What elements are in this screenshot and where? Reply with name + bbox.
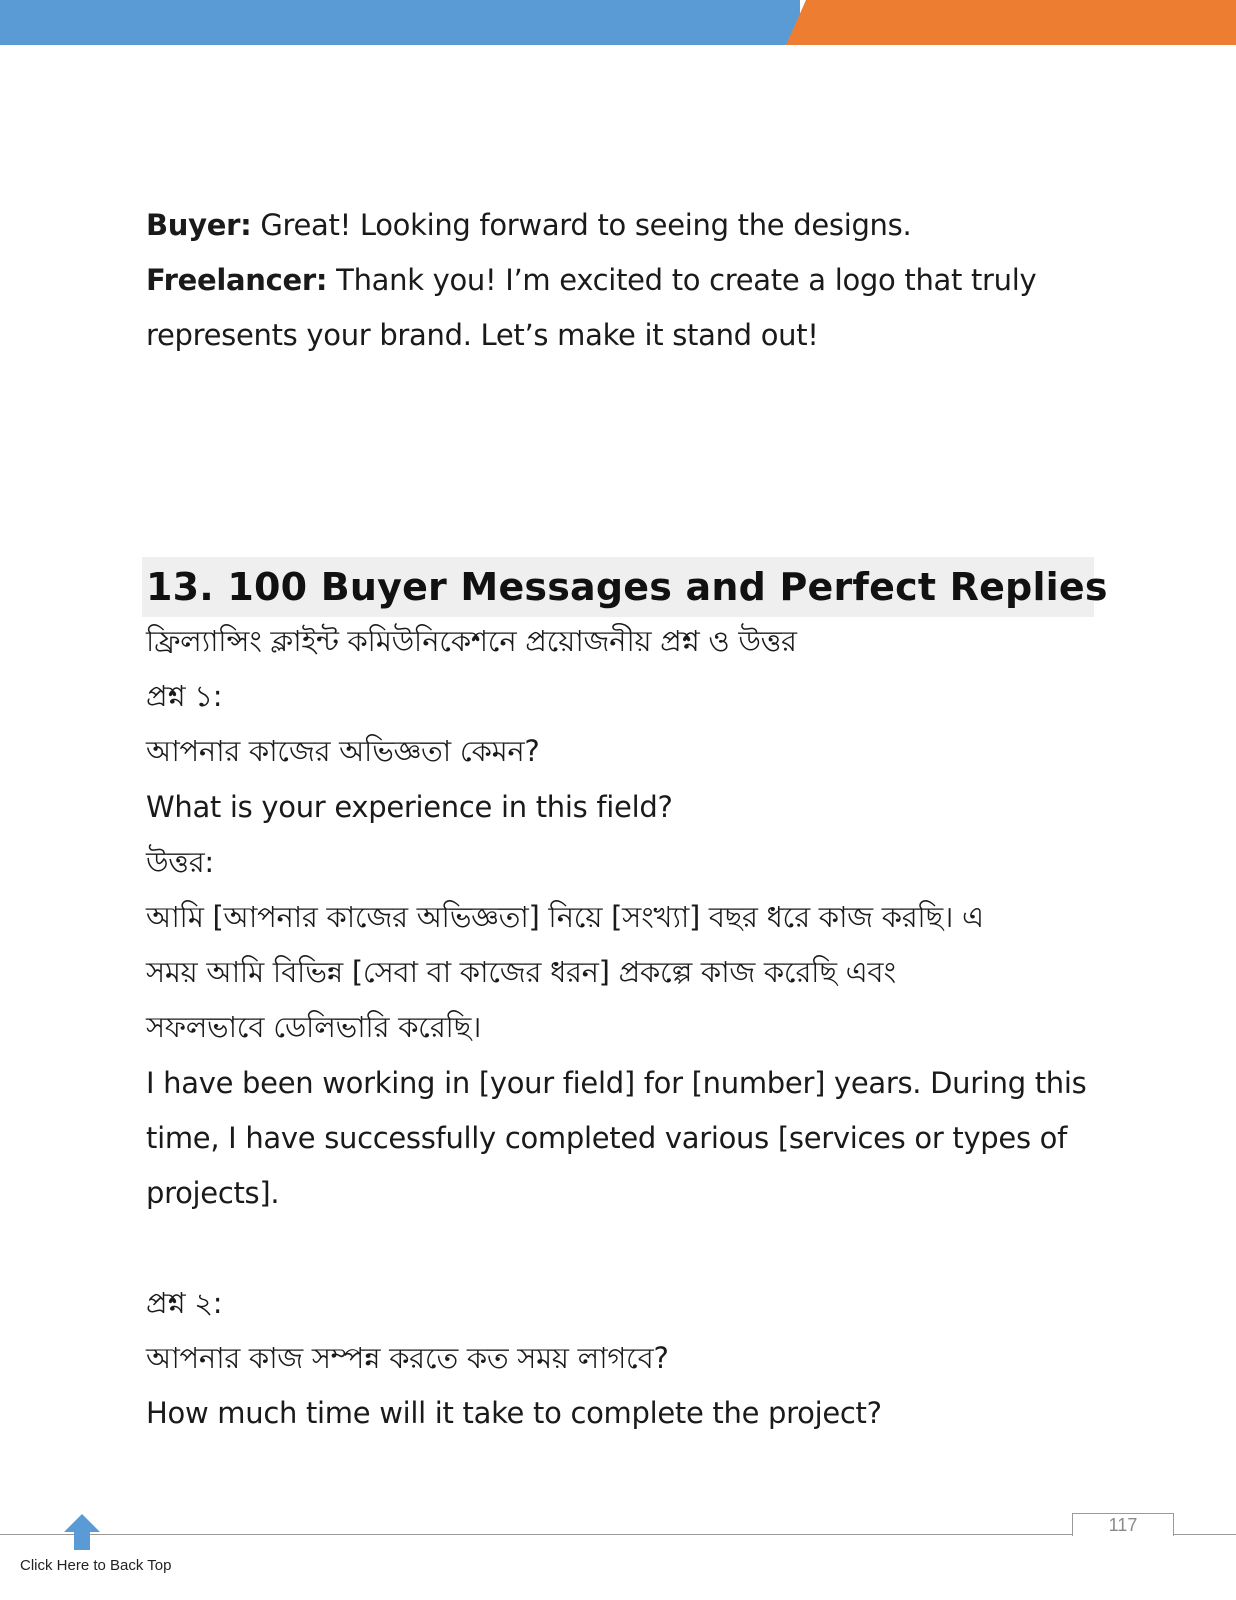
dialog-text: Thank you! I’m excited to create a logo that truly [336,263,1037,297]
dialog-line-buyer: Buyer: Great! Looking forward to seeing the designs. [146,208,912,242]
answer-en-line: projects]. [146,1176,280,1210]
dialog-text: Great! Looking forward to seeing the designs. [260,208,912,242]
top-bar-blue [0,0,800,45]
section-heading: 13. 100 Buyer Messages and Perfect Replies [146,565,1108,609]
speaker-label: Buyer [146,208,241,242]
top-color-bar [0,0,1236,45]
answer-en-line: time, I have successfully completed various [services or types of [146,1121,1068,1155]
answer-bn-line: সফলভাবে ডেলিভারি করেছি। [146,1010,482,1044]
back-to-top-label: Click Here to Back Top [20,1557,172,1574]
page-number: 117 [1072,1513,1174,1536]
question-bn: আপনার কাজ সম্পন্ন করতে কত সময় লাগবে? [146,1341,669,1375]
question-bn: আপনার কাজের অভিজ্ঞতা কেমন? [146,734,540,768]
answer-en-line: I have been working in [your field] for [number] years. During this [146,1066,1087,1100]
section-heading-box [142,557,1108,617]
dialog-continuation: represents your brand. Let’s make it stand out! [146,318,819,352]
question-en: What is your experience in this field? [146,790,673,824]
answer-bn-line: সময় আমি বিভিন্ন [সেবা বা কাজের ধরন] প্রকল্পে কাজ করেছি এবং [146,955,896,989]
dialog-line-freelancer: Freelancer: Thank you! I’m excited to create a logo that truly [146,263,1037,297]
up-arrow-icon [62,1512,102,1552]
answer-bn-line: আমি [আপনার কাজের অভিজ্ঞতা] নিয়ে [সংখ্যা] বছর ধরে কাজ করছি। এ [146,900,984,934]
section-subtitle: ফ্রিল্যান্সিং ক্লাইন্ট কমিউনিকেশনে প্রয়োজনীয় প্রশ্ন ও উত্তর [146,624,797,658]
top-bar-orange [786,0,1236,45]
question-en: How much time will it take to complete the project? [146,1396,882,1430]
question-label: প্রশ্ন ১: [146,679,223,713]
answer-label: উত্তর: [146,845,214,879]
back-to-top-link[interactable] [20,1512,200,1582]
speaker-label: Freelancer [146,263,316,297]
question-label: প্রশ্ন ২: [146,1286,223,1320]
